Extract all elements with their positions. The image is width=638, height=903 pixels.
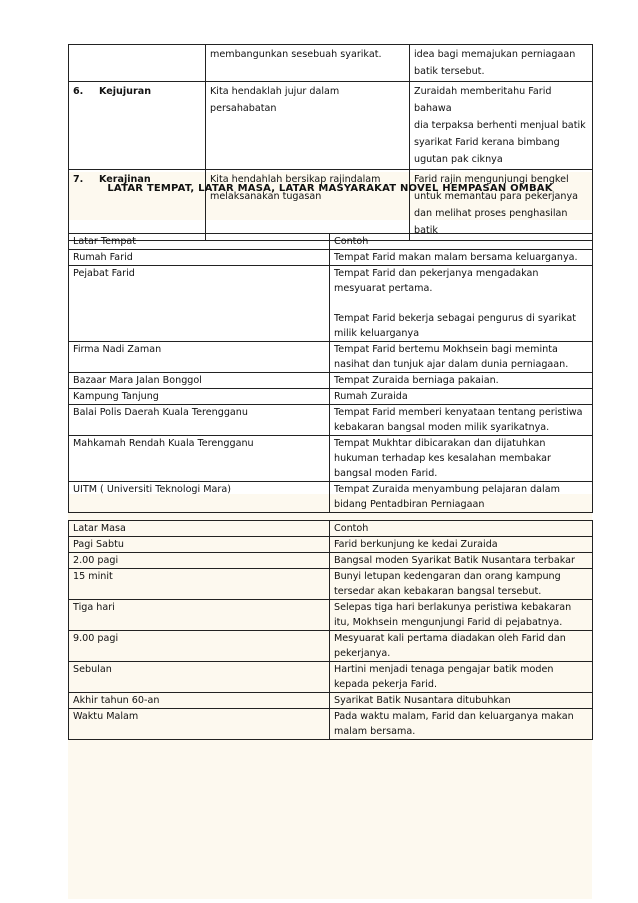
cell-line: Tempat Farid bekerja sebagai pengurus di syarikat <box>334 313 577 324</box>
table-header-row <box>69 234 593 250</box>
cell-line: batik tersebut. <box>414 66 485 77</box>
example-cell <box>330 662 593 693</box>
table-row <box>69 600 593 631</box>
row-number: 7. <box>73 174 84 185</box>
cell-line: Tempat Farid dan pekerjanya mengadakan <box>334 268 539 279</box>
place-cell: Rumah Farid <box>69 250 330 266</box>
table-row <box>69 389 593 405</box>
example-cell <box>330 482 593 513</box>
value-name: Kejujuran <box>99 86 152 97</box>
example-cell <box>410 82 593 170</box>
cell-line: mesyuarat pertama. <box>334 283 433 294</box>
cell-line: Selepas tiga hari berlakunya peristiwa kebakaran <box>334 602 572 613</box>
time-cell: Akhir tahun 60-an <box>69 693 330 709</box>
place-cell: Balai Polis Daerah Kuala Terengganu <box>69 405 330 436</box>
cell-line: Kita hendahlah bersikap rajindalam <box>210 174 381 185</box>
cell-line: Kita hendaklah jujur dalam <box>210 86 340 97</box>
cell-line: Bangsal moden Syarikat Batik Nusantara terbakar <box>334 555 575 566</box>
example-cell <box>410 45 593 82</box>
time-cell: Pagi Sabtu <box>69 537 330 553</box>
place-cell: Pejabat Farid <box>69 266 330 342</box>
section-heading: LATAR TEMPAT, LATAR MASA, LATAR MASYARAKAT NOVEL HEMPASAN OMBAK <box>107 183 553 194</box>
example-cell <box>330 266 593 342</box>
cell-line: nasihat dan tunjuk ajar dalam dunia perniagaan. <box>334 359 569 370</box>
cell-line: Tempat Farid makan malam bersama keluarganya. <box>334 252 578 263</box>
example-cell <box>330 342 593 373</box>
cell-line: melaksanakan tugasan <box>210 191 322 202</box>
example-cell <box>330 537 593 553</box>
example-cell <box>330 373 593 389</box>
cell-line: Tempat Farid bertemu Mokhsein bagi meminta <box>334 344 558 355</box>
example-cell <box>330 631 593 662</box>
cell-line: Rumah Zuraida <box>334 391 408 402</box>
cell-line: tersedar akan kebakaran bangsal tersebut. <box>334 586 542 597</box>
cell-line <box>334 296 588 311</box>
place-cell: Firma Nadi Zaman <box>69 342 330 373</box>
table-row <box>69 405 593 436</box>
example-cell <box>330 250 593 266</box>
cell-line: Tempat Zuraida berniaga pakaian. <box>334 375 499 386</box>
cell-line: pekerjanya. <box>334 648 391 659</box>
cell-line: hukuman terhadap kes kesalahan membakar <box>334 453 551 464</box>
value-name-cell <box>69 45 206 82</box>
cell-line: Farid rajin mengunjungi bengkel <box>414 174 569 185</box>
cell-line: Farid berkunjung ke kedai Zuraida <box>334 539 498 550</box>
example-cell <box>330 389 593 405</box>
cell-line: dia terpaksa berhenti menjual batik <box>414 120 586 131</box>
table-row <box>69 553 593 569</box>
place-cell: Kampung Tanjung <box>69 389 330 405</box>
example-cell <box>330 569 593 600</box>
table-row <box>69 482 593 513</box>
time-cell: 9.00 pagi <box>69 631 330 662</box>
table-row <box>69 709 593 740</box>
cell-line: Syarikat Batik Nusantara ditubuhkan <box>334 695 511 706</box>
place-cell: UITM ( Universiti Teknologi Mara) <box>69 482 330 513</box>
cell-line: bangsal moden Farid. <box>334 468 438 479</box>
cell-line: Hartini menjadi tenaga pengajar batik moden <box>334 664 554 675</box>
table-row <box>69 45 593 82</box>
value-name-cell <box>69 82 206 170</box>
description-cell <box>206 45 410 82</box>
table-row <box>69 537 593 553</box>
example-cell <box>410 170 593 241</box>
time-cell: Waktu Malam <box>69 709 330 740</box>
header-contoh: Contoh <box>330 521 593 537</box>
header-latar-tempat: Latar Tempat <box>69 234 330 250</box>
cell-line: untuk memantau para pekerjanya <box>414 191 579 202</box>
table-row <box>69 82 593 170</box>
cell-line: syarikat Farid kerana bimbang <box>414 137 560 148</box>
example-cell <box>330 709 593 740</box>
value-name: Kerajinan <box>99 174 151 185</box>
cell-line: Tempat Zuraida menyambung pelajaran dalam <box>334 484 560 495</box>
cell-line: Tempat Farid memberi kenyataan tentang peristiwa <box>334 407 583 418</box>
values-table <box>68 44 593 241</box>
cell-line: milik keluarganya <box>334 328 420 339</box>
table-row <box>69 170 593 241</box>
example-cell <box>330 693 593 709</box>
cell-line: itu, Mokhsein mengunjungi Farid di pejabatnya. <box>334 617 563 628</box>
table-row <box>69 436 593 482</box>
cell-line: bidang Pentadbiran Perniagaan <box>334 499 485 510</box>
table-row <box>69 373 593 389</box>
cell-line: Tempat Mukhtar dibicarakan dan dijatuhkan <box>334 438 546 449</box>
time-cell: 15 minit <box>69 569 330 600</box>
cell-line: kepada pekerja Farid. <box>334 679 438 690</box>
table-row <box>69 569 593 600</box>
example-cell <box>330 405 593 436</box>
place-cell: Bazaar Mara Jalan Bonggol <box>69 373 330 389</box>
cell-line: malam bersama. <box>334 726 416 737</box>
value-name-cell <box>69 170 206 241</box>
place-cell: Mahkamah Rendah Kuala Terengganu <box>69 436 330 482</box>
table-row <box>69 693 593 709</box>
cell-line: Bunyi letupan kedengaran dan orang kampung <box>334 571 561 582</box>
table-row <box>69 250 593 266</box>
table-row <box>69 342 593 373</box>
cell-line: Pada waktu malam, Farid dan keluarganya makan <box>334 711 574 722</box>
cell-line: kebakaran bangsal moden milik syarikatnya. <box>334 422 550 433</box>
table-row <box>69 266 593 342</box>
latar-masa-table <box>68 520 593 740</box>
table-header-row <box>69 521 593 537</box>
description-cell <box>206 82 410 170</box>
time-cell: Sebulan <box>69 662 330 693</box>
cell-line: membangunkan sesebuah syarikat. <box>210 49 382 60</box>
cell-line: idea bagi memajukan perniagaan <box>414 49 576 60</box>
cell-line: Zuraidah memberitahu Farid bahawa <box>414 86 552 114</box>
header-contoh: Contoh <box>330 234 593 250</box>
cell-line: ugutan pak ciknya <box>414 154 503 165</box>
example-cell <box>330 436 593 482</box>
cell-line: dan melihat proses penghasilan batik <box>414 208 568 236</box>
time-cell: Tiga hari <box>69 600 330 631</box>
row-number: 6. <box>73 86 84 97</box>
cell-line: persahabatan <box>210 103 277 114</box>
time-cell: 2.00 pagi <box>69 553 330 569</box>
example-cell <box>330 553 593 569</box>
description-cell <box>206 170 410 241</box>
header-latar-masa: Latar Masa <box>69 521 330 537</box>
latar-tempat-table <box>68 233 593 513</box>
table-row <box>69 662 593 693</box>
table-row <box>69 631 593 662</box>
example-cell <box>330 600 593 631</box>
cell-line: Mesyuarat kali pertama diadakan oleh Farid dan <box>334 633 566 644</box>
